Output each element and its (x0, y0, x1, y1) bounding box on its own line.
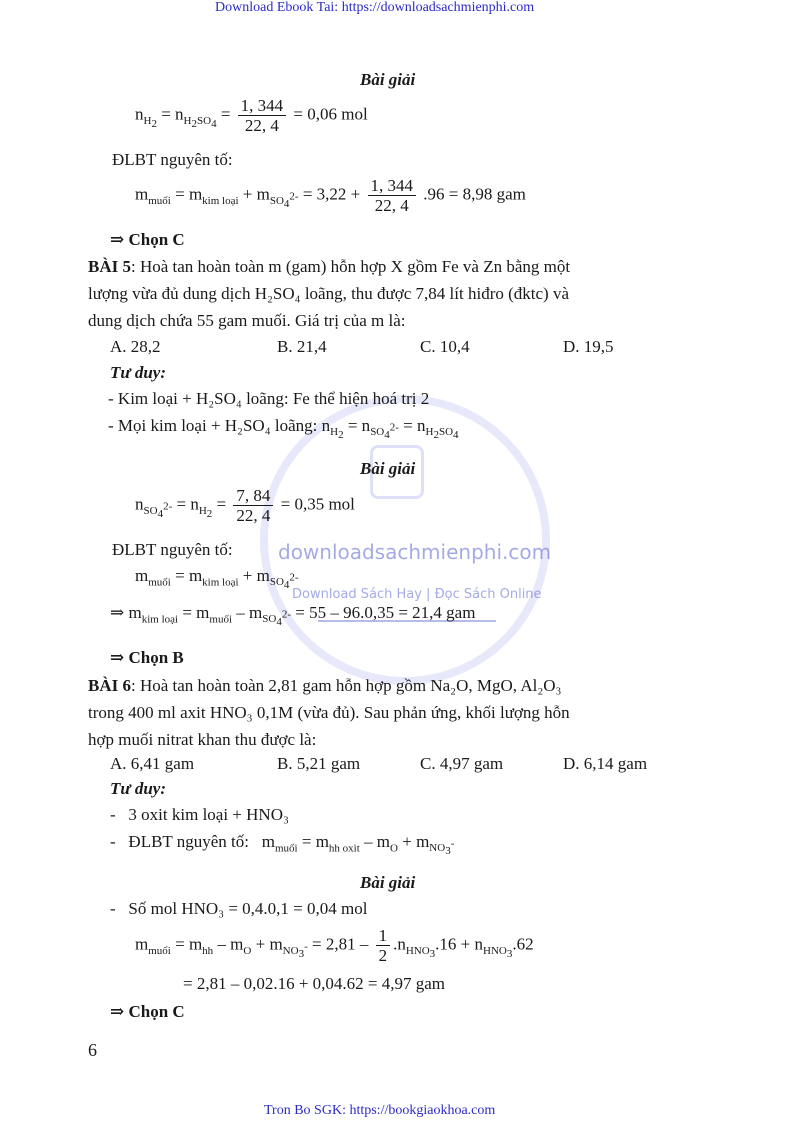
bai5-thinking: Tư duy: (110, 363, 166, 382)
bai5-line1 (88, 257, 570, 277)
bai5-text1: : Hoà tan hoàn toàn m (gam) hỗn hợp X gồm Fe và Zn bằng một (130, 257, 571, 276)
formula-mmuoi-2: $m_{muối} = m_{kim loại} + m_{SO_4^{2-}}$ (135, 566, 299, 592)
bai6-line1 (88, 676, 561, 696)
formula-nSO4: $n_{SO_4^{2-}} = n_{H_2}$ = $\frac{7, 84}{22, 4}$ = 0,35 mol (135, 486, 355, 525)
solution-heading-2: Bài giải (360, 459, 416, 478)
bai6-option-b: B. 5,21 gam (277, 754, 361, 773)
bai6-calc-mid: = 2,81 – (311, 934, 369, 954)
bai6-calc-final: = 2,81 – 0,02.16 + 0,04.62 = 4,97 gam (183, 974, 446, 993)
bai5-line2: lượng vừa đủ dung dịch H₂SO₄ loãng, thu được 7,84 lít hiđro (đktc) và (88, 284, 569, 303)
answer-choice-c-1: ⇒ Chọn C (110, 230, 185, 249)
watermark-tagline: Download Sách Hay | Đọc Sách Online (292, 587, 542, 602)
half-num: 1 (376, 926, 391, 946)
bai5-nval: = 0,35 mol (280, 494, 355, 514)
footer-link[interactable]: Tron Bo SGK: https://bookgiaokhoa.com (264, 1103, 496, 1118)
formula-mmuoi-1: $m_{muối} = m_{kim loại} + m_{SO_4^{2-}} = 3,22$ + $\frac{1, 344}{22, 4}$ .96 = 8,98 gam (135, 176, 526, 215)
bai5-frac-num: 7, 84 (233, 486, 273, 506)
dlbt-label-1: ĐLBT nguyên tố: (112, 150, 233, 169)
formula-mkl: ⇒ $m_{kim loại} = m_{muối} - m_{SO_4^{2-}} = 55 - 96.0,35 = 21,4$ gam (110, 603, 476, 629)
frac-num-2: 1, 344 (368, 176, 417, 196)
bai6-thinking: Tư duy: (110, 779, 166, 798)
bai5-title: BÀI 5 (88, 257, 131, 276)
solution-heading-1: Bài giải (360, 70, 416, 89)
bai6-somol-row: - Số mol HNO₃ = 0,4.0,1 = 0,04 mol (110, 899, 368, 918)
bai5-option-b: B. 21,4 (277, 337, 327, 356)
bai5-option-c: C. 10,4 (420, 337, 470, 356)
formula-nH2: $n_{H_2} = n_{H_2SO_4}$ = $\frac{1, 344}{22, 4}$ = 0,06 mol (135, 96, 368, 135)
bai6-td2: ĐLBT nguyên tố: (128, 832, 249, 851)
bai5-td1: - Kim loại + H₂SO₄ loãng: Fe thể hiện hoá trị 2 (108, 389, 430, 408)
bai5-option-d: D. 19,5 (563, 337, 614, 356)
bai6-line3: hợp muối nitrat khan thu được là: (88, 730, 317, 749)
frac-den: 22, 4 (244, 116, 279, 135)
formula-mmuoi-3: $m_{muối} = m_{hh} - m_O + m_{NO_3^-} = 2,81$ – $\frac{1}{2}$ $.n_{HNO_3}.16 + n_{HNO_3}.62$ (135, 926, 534, 965)
bai6-line2: trong 400 ml axit HNO₃ 0,1M (vừa đủ). Sau phản ứng, khối lượng hỗn (88, 703, 570, 722)
page-number: 6 (88, 1040, 97, 1060)
bai5-td2: - Mọi kim loại + H₂SO₄ loãng: $n_{H_2} = n_{SO_4^{2-}} = n_{H_2SO_4}$ (108, 416, 459, 442)
bai6-somol: Số mol HNO₃ = 0,4.0,1 = 0,04 mol (128, 899, 368, 918)
bai6-title: BÀI 6 (88, 676, 131, 695)
bai6-option-d: D. 6,14 gam (563, 754, 648, 773)
dlbt-label-2: ĐLBT nguyên tố: (112, 540, 233, 559)
frac-den-2: 22, 4 (374, 196, 409, 215)
bai6-td1-row: - 3 oxit kim loại + HNO₃ (110, 805, 289, 824)
bai6-td2-row: - ĐLBT nguyên tố: $m_{muối} = m_{hh oxit} - m_O + m_{NO_3^-}$ (110, 832, 455, 858)
bai6-text1: : Hoà tan hoàn toàn 2,81 gam hỗn hợp gồm Na₂O, MgO, Al₂O₃ (130, 676, 562, 695)
watermark-site: downloadsachmienphi.com (278, 540, 552, 564)
half-den: 2 (378, 946, 388, 965)
bai5-option-a: A. 28,2 (110, 337, 161, 356)
bai5-td2-text: - Mọi kim loại + H₂SO₄ loãng: (108, 416, 318, 435)
bai6-option-c: C. 4,97 gam (420, 754, 504, 773)
frac-num: 1, 344 (238, 96, 287, 116)
mmuoi-mid: = 3,22 + (302, 184, 361, 204)
bai6-option-a: A. 6,41 gam (110, 754, 195, 773)
bai5-frac-den: 22, 4 (236, 506, 271, 525)
bai5-line3: dung dịch chứa 55 gam muối. Giá trị của m là: (88, 311, 406, 330)
answer-choice-b: ⇒ Chọn B (110, 648, 184, 667)
header-link[interactable]: Download Ebook Tai: https://downloadsachmienphi.com (215, 0, 535, 15)
bai6-td1: 3 oxit kim loại + HNO₃ (128, 805, 289, 824)
mmuoi-tail: .96 = 8,98 gam (423, 184, 526, 204)
solution-heading-3: Bài giải (360, 873, 416, 892)
mkl-calc: = 55 – 96.0,35 = 21,4 gam (295, 603, 476, 622)
nH2-value: = 0,06 mol (293, 104, 368, 124)
answer-choice-c-2: ⇒ Chọn C (110, 1002, 185, 1021)
